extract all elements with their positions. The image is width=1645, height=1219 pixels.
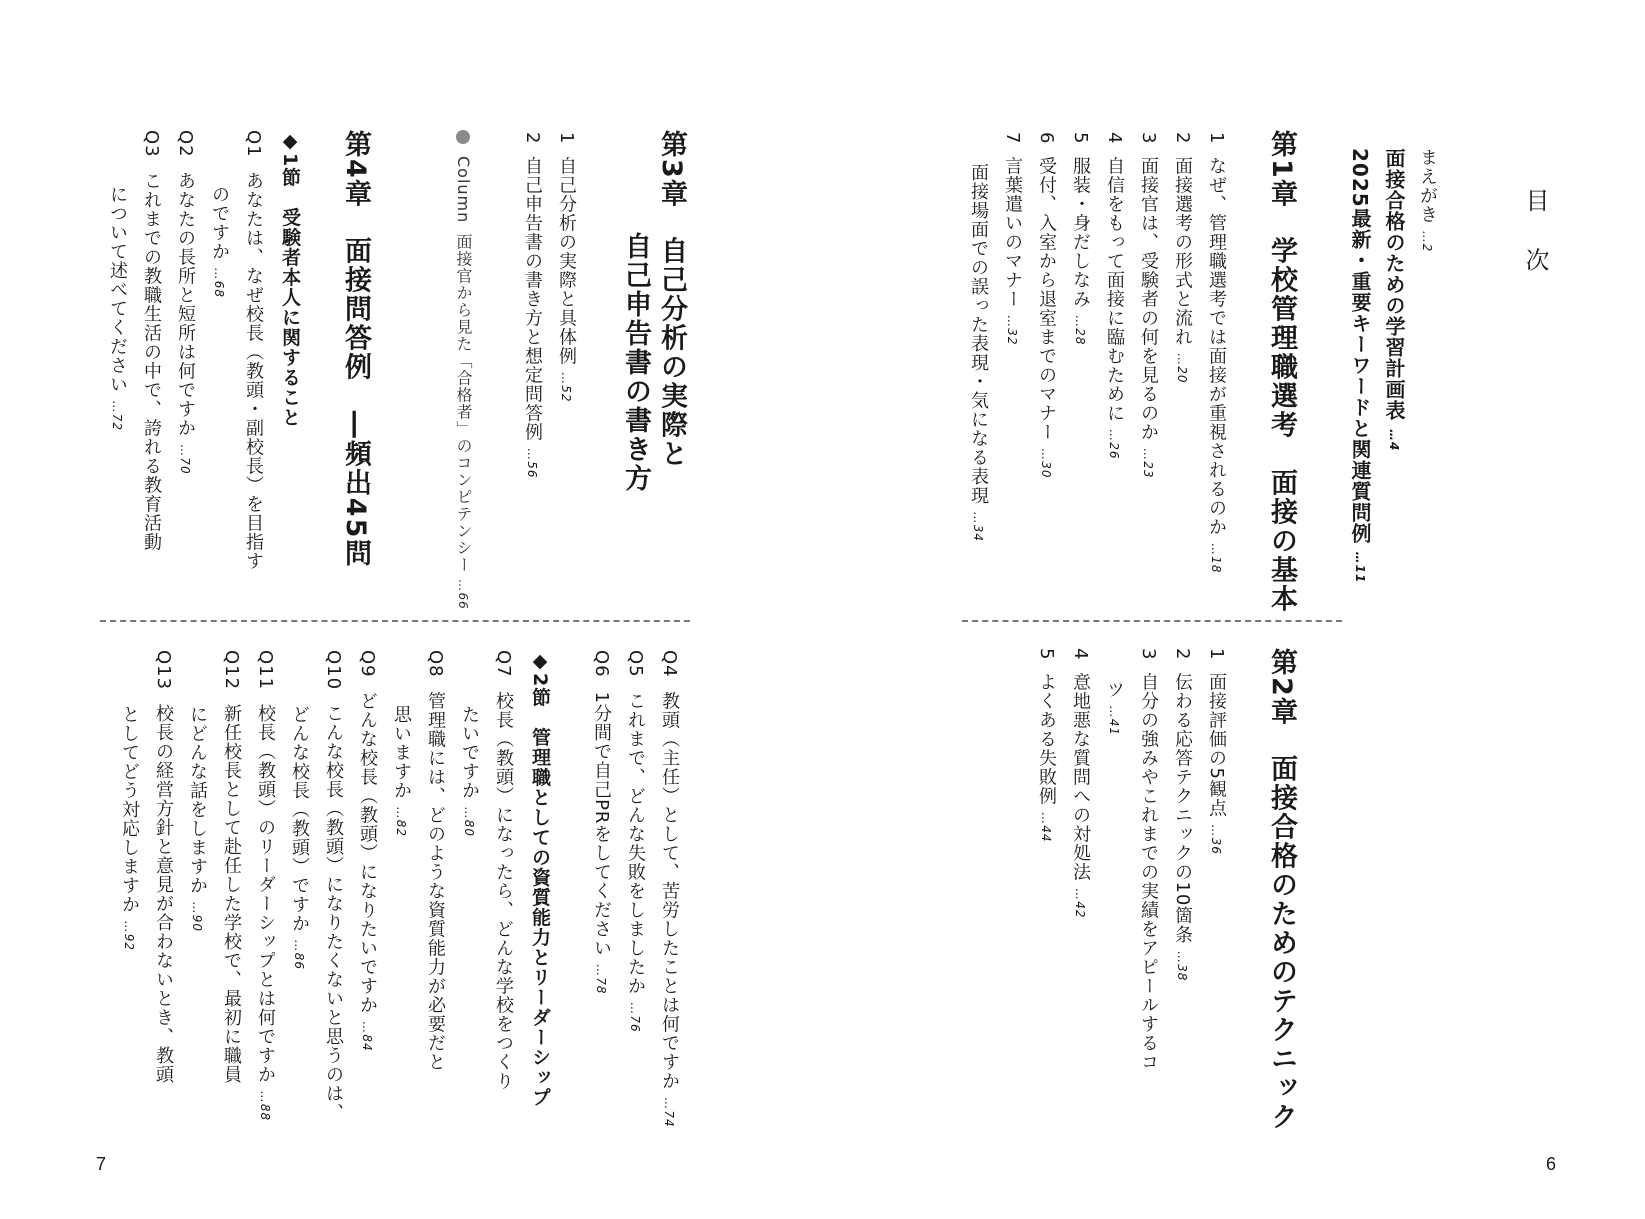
ch2-item-2[interactable] [1173, 648, 1191, 981]
q12-cont[interactable] [188, 705, 206, 932]
page-ref: …66 [456, 579, 470, 610]
q3-cont[interactable] [108, 185, 126, 431]
page-ref: …41 [1107, 705, 1121, 737]
page-ref: …34 [971, 511, 985, 543]
item-text: 言葉遣いのマナー [1002, 156, 1023, 309]
page-ref: …88 [258, 1090, 272, 1122]
page-ref: …86 [292, 939, 306, 971]
ch2-item-3[interactable] [1139, 648, 1157, 1071]
question-number: Q13 [153, 650, 174, 691]
q8[interactable] [426, 650, 444, 1072]
page-ref: …70 [178, 444, 192, 475]
question-number: Q5 [625, 650, 646, 678]
chapter-label: 第1章 [1266, 130, 1297, 209]
item-text: 意地悪な質問への対処法 [1070, 672, 1091, 882]
item-number: 4 [1104, 132, 1125, 145]
page-ref: …90 [190, 901, 204, 933]
q13[interactable] [154, 650, 172, 1084]
page-ref: …18 [1209, 543, 1223, 574]
item-text: 面接場面での誤った表現・気になる表現 [968, 163, 989, 505]
page-ref: …76 [628, 1002, 642, 1033]
question-text: 管理職には、どのような資質能力が必要だと [425, 691, 446, 1072]
question-text: これまでの教職生活の中で、誇れる教育活動 [141, 171, 162, 552]
item-text: 服装・身だしなみ [1070, 156, 1091, 309]
page-ref: …2 [1420, 230, 1434, 253]
item-text: 自己申告書の書き方と想定問答例 [522, 156, 543, 442]
item-number: 2 [522, 132, 543, 145]
ch1-item-5[interactable] [1071, 132, 1089, 345]
entry-text: 2025最新・重要キーワードと関連質問例 [1348, 148, 1372, 544]
question-number: Q3 [141, 130, 162, 158]
question-number: Q4 [659, 650, 680, 678]
question-number: Q9 [357, 650, 378, 678]
section-2-heading[interactable]: ◆2節 管理職としての資質能力とリーダーシップ [529, 650, 551, 1108]
column-bullet-icon [456, 130, 470, 144]
q10[interactable] [324, 650, 342, 1122]
page-number-right: 6 [1546, 1154, 1557, 1174]
question-text: 1分間で自己PRをしてください [591, 691, 612, 958]
column-label: Column [454, 156, 473, 224]
item-number: 1 [1206, 648, 1227, 661]
page-ref: …82 [394, 806, 408, 838]
entry-text: 面接合格のための学習計画表 [1382, 148, 1406, 421]
page-ref: …4 [1387, 428, 1401, 452]
question-text: 校長（教頭）になったら、どんな学校をつくり [493, 691, 514, 1091]
page-ref: …72 [110, 400, 124, 432]
divider-right [962, 620, 1342, 622]
q4[interactable] [660, 650, 678, 1128]
item-number: 5 [1070, 132, 1091, 145]
item-text: 受付、入室から退室までのマナー [1036, 156, 1057, 442]
q7[interactable] [494, 650, 512, 1091]
page-ref: …68 [212, 267, 226, 299]
page-ref: …26 [1107, 429, 1121, 460]
chapter-label: 第2章 [1266, 648, 1297, 727]
chapter-1-heading[interactable] [1268, 130, 1295, 614]
page-ref: …52 [559, 372, 573, 403]
question-number: Q1 [243, 130, 264, 158]
ch2-item-3-cont[interactable] [1105, 680, 1123, 736]
item-number: 3 [1138, 648, 1159, 661]
chapter-label: 第3章 [656, 130, 687, 209]
page-number-left: 7 [96, 1154, 107, 1174]
item-text: 面接選考の形式と流れ [1172, 156, 1193, 347]
question-text: どんな校長（教頭）になりたいですか [357, 691, 378, 1015]
page-ref: …32 [1005, 315, 1019, 346]
chapter-3-heading[interactable] [658, 130, 685, 469]
item-text: ツ [1104, 680, 1125, 699]
item-text: よくある失敗例 [1036, 672, 1057, 806]
item-number: 2 [1172, 648, 1193, 661]
question-text: あなたは、なぜ校長（教頭・副校長）を目指す [243, 171, 264, 571]
ch1-item-7[interactable] [1003, 132, 1021, 345]
question-text: としてどう対応しますか [119, 705, 140, 914]
contents-title: 目 次 [1521, 188, 1549, 286]
column-text: 面接官から見た「合格者」のコンピテンシー [454, 233, 473, 574]
question-number: Q12 [221, 650, 242, 691]
ch1-item-1[interactable] [1207, 132, 1225, 573]
question-number: Q8 [425, 650, 446, 678]
item-number: 1 [1206, 132, 1227, 145]
item-number: 3 [1138, 132, 1159, 145]
item-text: 面接評価の5観点 [1206, 672, 1227, 818]
question-text: たいですか [459, 705, 480, 800]
page-ref: …36 [1209, 824, 1223, 855]
item-text: 伝わる応答テクニックの10箇条 [1172, 672, 1193, 945]
entry-text: まえがき [1417, 148, 1438, 224]
page-ref: …80 [462, 806, 476, 838]
ch3-item-2[interactable] [523, 132, 541, 478]
question-text: について述べてください [107, 185, 128, 394]
item-number: 2 [1172, 132, 1193, 145]
ch1-item-4[interactable] [1105, 132, 1123, 459]
page-ref: …20 [1175, 353, 1189, 384]
question-text: 思いますか [391, 705, 412, 800]
question-number: Q2 [175, 130, 196, 158]
section-1-heading[interactable]: ◆1節 受験者本人に関すること [279, 130, 301, 428]
ch3-column[interactable] [455, 130, 471, 610]
page-ref: …78 [594, 964, 608, 995]
q12[interactable] [222, 650, 240, 1084]
page-ref: …28 [1073, 315, 1087, 346]
item-number: 6 [1036, 132, 1057, 145]
page-ref: …42 [1073, 888, 1087, 919]
ch2-item-1[interactable] [1207, 648, 1225, 855]
toc-entry-keywords[interactable] [1350, 148, 1370, 583]
page-ref: …23 [1141, 448, 1155, 479]
question-text: 新任校長として赴任した学校で、最初に職員 [221, 704, 242, 1085]
page-ref: …92 [122, 920, 136, 952]
ch1-item-6[interactable] [1037, 132, 1055, 478]
page-ref: …84 [360, 1021, 374, 1052]
chapter-title: 学校管理職選考 面接の基本 [1266, 236, 1297, 614]
ch2-item-5[interactable] [1037, 648, 1055, 842]
toc-entry-study-plan[interactable] [1384, 148, 1404, 451]
chapter-title-line1: 自己分析の実際と [656, 236, 687, 469]
q1-cont[interactable] [210, 185, 228, 298]
page-ref: …44 [1039, 812, 1053, 843]
toc-entry-maegaki[interactable] [1418, 148, 1436, 252]
ch1-item-7-sub[interactable] [969, 163, 987, 542]
q11[interactable] [256, 650, 274, 1121]
ch3-item-1[interactable] [557, 132, 575, 402]
chapter-label: 第4章 [340, 130, 371, 209]
item-text: 自分の強みやこれまでの実績をアピールするコ [1138, 672, 1159, 1072]
ch1-item-2[interactable] [1173, 132, 1191, 383]
question-number: Q11 [255, 650, 276, 691]
question-text: にどんな話をしますか [187, 705, 208, 895]
question-text: 校長の経営方針と意見が合わないとき、教頭 [153, 704, 174, 1085]
q6[interactable] [592, 650, 610, 994]
question-text: あなたの長所と短所は何ですか [175, 171, 196, 438]
item-text: 自己分析の実際と具体例 [556, 156, 577, 366]
page-ref: …38 [1175, 951, 1189, 982]
q10-cont[interactable] [290, 705, 308, 970]
page-ref: …30 [1039, 448, 1053, 479]
divider-left [100, 620, 690, 622]
q9[interactable] [358, 650, 376, 1052]
page-ref: …56 [525, 448, 539, 479]
item-number: 5 [1036, 648, 1057, 661]
chapter-title: 面接合格のためのテクニック [1266, 754, 1297, 1132]
ch2-item-4[interactable] [1071, 648, 1089, 918]
q3[interactable] [142, 130, 160, 552]
item-number: 1 [556, 132, 577, 145]
item-number: 7 [1002, 132, 1023, 145]
question-text: こんな校長（教頭）になりたくないと思うのは、 [323, 704, 344, 1123]
chapter-4-heading[interactable] [342, 130, 369, 568]
question-number: Q7 [493, 650, 514, 678]
page-ref: …74 [662, 1097, 676, 1128]
q13-cont[interactable] [120, 705, 138, 951]
q5[interactable] [626, 650, 644, 1033]
question-number: Q6 [591, 650, 612, 678]
question-text: のですか [209, 185, 230, 261]
page-ref: …11 [1353, 551, 1367, 584]
chapter-2-heading[interactable] [1268, 648, 1295, 1132]
chapter-3-heading-line2 [622, 232, 649, 493]
chapter-title: 面接問答例 ―頻出45問 [340, 236, 371, 569]
q8-cont[interactable] [392, 705, 410, 837]
question-text: どんな校長（教頭）ですか [289, 705, 310, 933]
ch1-item-3[interactable] [1139, 132, 1157, 478]
question-number: Q10 [323, 650, 344, 691]
item-number: 4 [1070, 648, 1091, 661]
item-text: 自信をもって面接に臨むために [1104, 156, 1125, 423]
q2[interactable] [176, 130, 194, 475]
question-text: 教頭（主任）として、苦労したことは何ですか [659, 691, 680, 1091]
item-text: 面接官は、受験者の何を見るのか [1138, 156, 1159, 442]
question-text: 校長（教頭）のリーダーシップとは何ですか [255, 704, 276, 1085]
item-text: なぜ、管理職選考では面接が重視されるのか [1206, 156, 1227, 537]
chapter-title-line2: 自己申告書の書き方 [620, 232, 651, 493]
q7-cont[interactable] [460, 705, 478, 837]
question-text: これまで、どんな失敗をしましたか [625, 691, 646, 996]
q1[interactable] [244, 130, 262, 571]
